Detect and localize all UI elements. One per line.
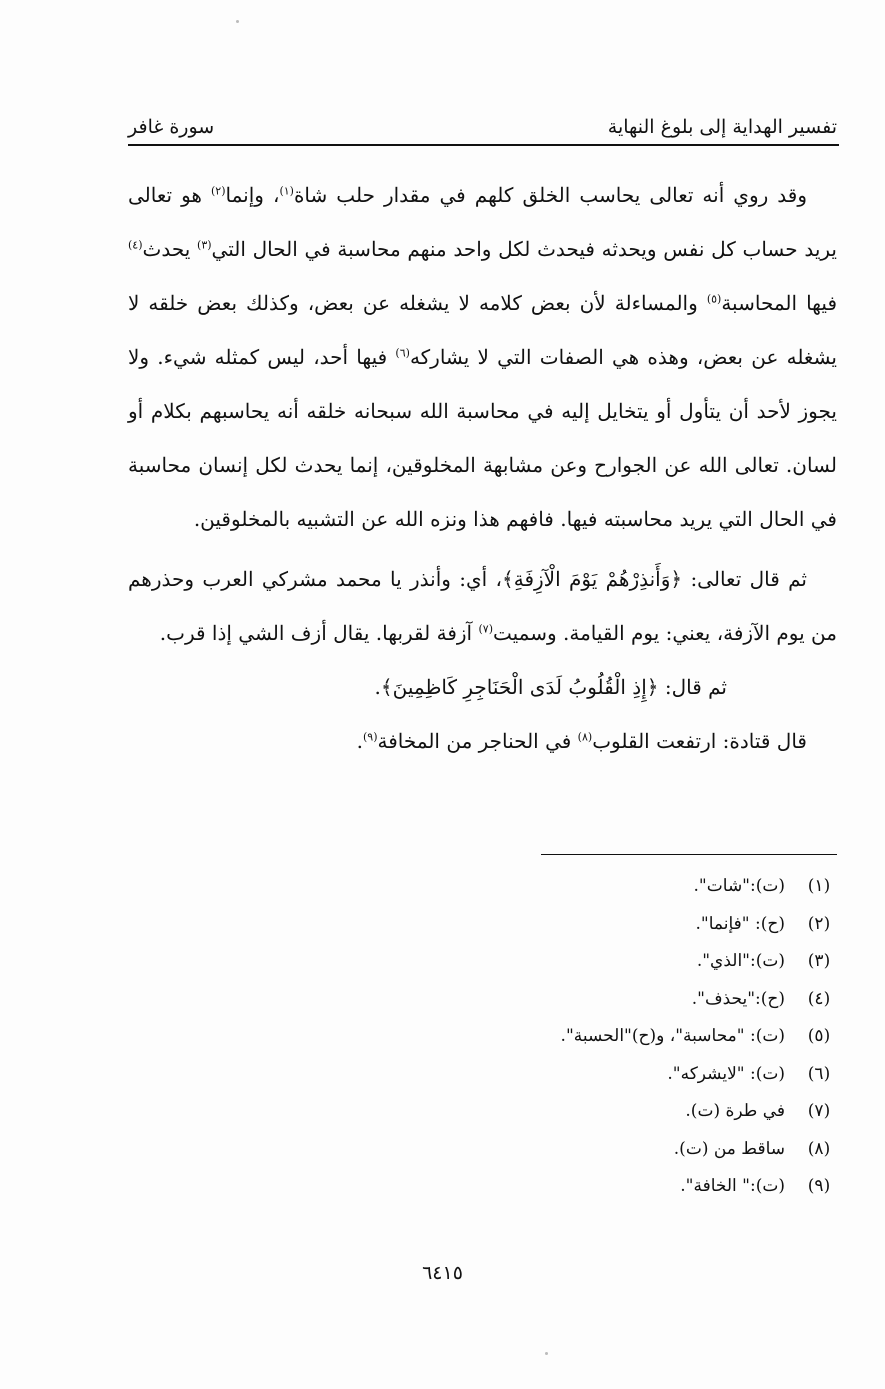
footnote-item <box>237 981 837 1019</box>
footnote-item <box>237 1168 837 1206</box>
footnote-number: (٨) <box>807 1138 831 1159</box>
footnote-item <box>237 868 837 906</box>
footnote-text: في طرة (ت). <box>685 1101 785 1121</box>
footnote-text: (ت):"شات". <box>693 876 785 896</box>
footnote-item <box>237 1018 837 1056</box>
main-text <box>128 168 837 768</box>
footnote-ref-1: (١) <box>279 184 294 198</box>
quran-verse: ﴿وَأَنذِرْهُمْ يَوْمَ الْآزِفَةِ﴾ <box>502 567 683 591</box>
footnote-ref-9: (٩) <box>362 730 378 744</box>
footnotes <box>237 868 837 1206</box>
text-run: . <box>374 675 381 699</box>
footnote-item <box>237 943 837 981</box>
text-run: ثم قال: <box>658 675 727 699</box>
footnote-ref-6: (٦) <box>395 346 410 360</box>
text-run: فيها المحاسبة <box>721 291 837 315</box>
footnote-text: (ح):"يحذف". <box>691 988 785 1009</box>
paragraph-1 <box>128 168 837 546</box>
footnote-ref-7: (٧) <box>478 622 493 636</box>
footnote-ref-5: (٥) <box>706 292 722 306</box>
footnote-ref-3: (٣) <box>197 238 212 252</box>
footnote-text: (ت): "محاسبة"، و(ح)"الحسبة". <box>560 1026 785 1046</box>
footnote-number: (٢) <box>807 913 831 934</box>
footnote-item <box>237 1131 837 1169</box>
footnote-text: (ت):"الذي". <box>696 951 785 971</box>
footnote-text: (ت):" الخافة". <box>680 1176 785 1196</box>
footnote-ref-8: (٨) <box>577 730 593 744</box>
footnote-ref-4: (٤) <box>128 238 143 252</box>
text-run: في الحناجر من المخافة <box>377 729 578 753</box>
page-number: ٦٤١٥ <box>422 1262 463 1284</box>
book-title: تفسير الهداية إلى بلوغ النهاية <box>607 116 837 138</box>
text-run: قال قتادة: ارتفعت القلوب <box>592 729 807 753</box>
footnote-item <box>237 1056 837 1094</box>
text-run: ثم قال تعالى: <box>682 567 807 591</box>
text-run: وقد روي أنه تعالى يحاسب الخلق كلهم في مقدار حلب شاة <box>293 183 808 207</box>
footnote-number: (٩) <box>807 1176 831 1196</box>
quran-verse: ﴿إِذِ الْقُلُوبُ لَدَى الْحَنَاجِرِ كَاظِمِينَ﴾ <box>380 675 659 699</box>
footnote-rule <box>541 854 837 855</box>
running-header <box>128 98 837 138</box>
footnote-number: (٦) <box>807 1063 831 1084</box>
scan-speck <box>236 20 239 23</box>
footnote-number: (٥) <box>807 1026 831 1046</box>
surah-name: سورة غافر <box>128 116 215 138</box>
footnote-item <box>237 906 837 944</box>
footnote-number: (٧) <box>807 1101 831 1121</box>
footnote-text: ساقط من (ت). <box>673 1138 785 1159</box>
footnote-text: (ح): "فإنما". <box>695 913 785 934</box>
text-run: ، وإنما <box>225 183 280 207</box>
text-run: ، أي: وأنذر يا محمد مشركي العرب وحذرهم من يوم الآزفة، يعني: يوم القيامة. وسميت <box>128 567 837 645</box>
text-run: هو تعالى يريد حساب كل نفس ويحدثه فيحدث لكل واحد منهم محاسبة في الحال التي <box>128 183 837 261</box>
text-run: والمساءلة لأن بعض كلامه لا يشغله عن بعض، وكذلك بعض خلقه لا يشغله عن بعض، وهذه هي الصفات التي لا يشاركه <box>128 291 837 369</box>
text-run: آزفة لقربها. يقال أزف الشي إذا قرب. <box>159 621 479 645</box>
footnote-text: (ت): "لايشركه". <box>667 1063 785 1084</box>
header-rule <box>128 144 839 146</box>
paragraph-4 <box>128 714 837 768</box>
footnote-ref-2: (٢) <box>211 184 226 198</box>
paragraph-2 <box>128 552 837 660</box>
footnote-number: (٣) <box>807 951 831 971</box>
footnote-number: (٤) <box>807 988 831 1009</box>
text-run: . <box>356 729 363 753</box>
scan-speck <box>545 1352 548 1355</box>
footnote-number: (١) <box>807 876 831 896</box>
text-run: يحدث <box>142 237 198 261</box>
footnote-item <box>237 1093 837 1131</box>
paragraph-3 <box>128 660 837 714</box>
text-run: فيها أحد، ليس كمثله شيء. ولا يجوز لأحد أن يتأول أو يتخايل إليه في محاسبة الله سبحانه خلقه أنه يحاسبهم بكلام أو لسان. تعالى الله عن الجوارح وعن مشابهة المخلوقين، إنما يحدث لكل إنسان محاسبة في الحال التي يريد محاسبته فيها. فافهم هذا ونزه الله عن التشبيه بالمخلوقين. <box>128 345 837 531</box>
